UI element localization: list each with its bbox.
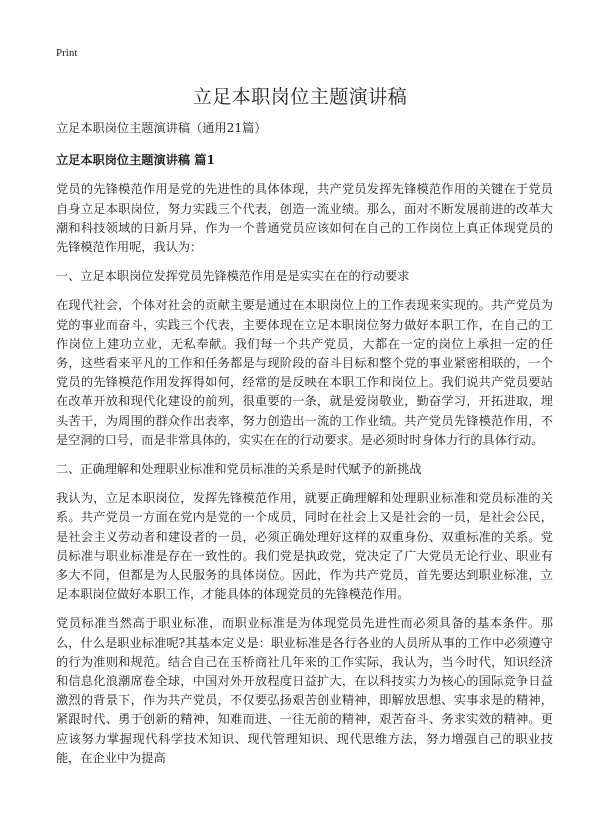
paragraph-intro: 党员的先锋模范作用是党的先进性的具体体现，共产党员发挥先锋模范作用的关键在于党员自身立足本职岗位，努力实践三个代表，创造一流业绩。那么，面对不断发展前进的改革大潮和科技领域的日新月异，作为一个普通党员应该如何在自己的工作岗位上真正体现党员的先锋模范作用呢，我认为：: [56, 182, 553, 255]
paragraph-section-1: 在现代社会，个体对社会的贡献主要是通过在本职岗位上的工作表现来实现的。共产党员为党的事业而奋斗，实践三个代表，主要体现在立足本职岗位努力做好本职工作，在自己的工作岗位上建功立业，无私奉献。我们每一个共产党员，大都在一定的岗位上承担一定的任务，这些看来平凡的工作和任务都是与现阶段的奋斗目标和整个党的事业紧密相联的，一个党员的先锋模范作用发挥得如何，经常的是反映在本职工作和岗位上。我们说共产党员要站在改革开放和现代化建设的前列，很重要的一条，就是爱岗敬业，勤奋学习，开拓进取，埋头苦干，为周围的群众作出表率，努力创造出一流的工作业绩。共产党员先锋模范作用，不是空洞的口号，而是非常具体的，实实在在的行动要求。是必须时时身体力行的具体行动。: [56, 298, 553, 447]
print-link[interactable]: Print: [56, 47, 78, 59]
paragraph-section-2b: 党员标准当然高于职业标准，而职业标准是为体现党员先进性而必须具备的基本条件。那么，什么是职业标准呢?其基本定义是：职业标准是各行各业的人员所从事的工作中必须遵守的行为准则和规范。结合自己在玉桥商社几年来的工作实际，我认为，当今时代，知识经济和信息化浪潮席卷全球，中国对外开放程度日益扩大，在以科技实力为核心的国际竞争日益激烈的背景下，作为共产党员，不仅要弘扬艰苦创业精神，即解放思想、实事求是的精神，紧跟时代、勇于创新的精神，知难而进、一往无前的精神，艰苦奋斗、务求实效的精神。更应该努力掌握现代科学技术知识、现代管理知识、现代思维方法，努力增强自己的职业技能，在企业中为提高: [56, 616, 553, 765]
section-heading-1: 一、立足本职岗位发挥党员先锋模范作用是是实实在在的行动要求: [56, 269, 410, 284]
article-heading: 立足本职岗位主题演讲稿 篇1: [56, 153, 215, 168]
document-subtitle: 立足本职岗位主题演讲稿（通用21篇）: [56, 121, 267, 135]
article-content: [56, 119, 553, 778]
paragraph-section-2a: 我认为，立足本职岗位，发挥先锋模范作用，就要正确理解和处理职业标准和党员标准的关系。共产党员一方面在党内是党的一个成员，同时在社会上又是社会的一员，是社会公民，是社会主义劳动者和建设者的一员，必须正确处理好这样的双重身份、双重标准的关系。党员标准与职业标准是存在一致性的。我们党是执政党，党决定了广大党员无论行业、职业有多大不同，但都是为人民服务的具体岗位。因此，作为共产党员，首先要达到职业标准，立足本职岗位做好本职工作，才能具体的体现党员的先锋模范作用。: [56, 491, 553, 602]
section-heading-2: 二、正确理解和处理职业标准和党员标准的关系是时代赋予的新挑战: [56, 462, 422, 477]
page-title: 立足本职岗位主题演讲稿: [192, 86, 408, 108]
